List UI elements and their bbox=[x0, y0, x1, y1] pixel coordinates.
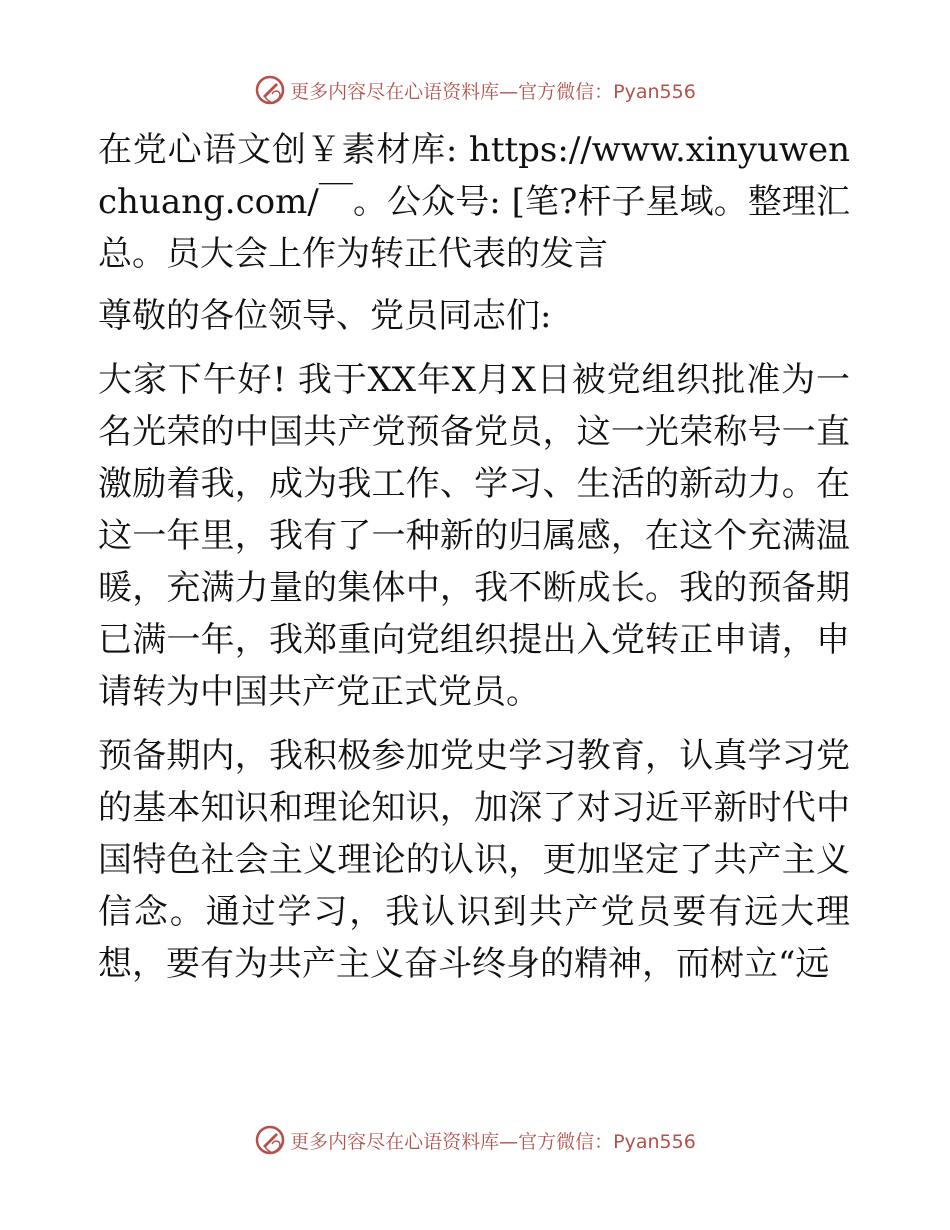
banner-text: 更多内容尽在心语资料库—官方微信：Pyan556 bbox=[290, 80, 696, 103]
footer-banner bbox=[0, 1120, 950, 1160]
paragraph-greeting: 大家下午好! 我于XX年X月X日被党组织批准为一名光荣的中国共产党预备党员，这一光荣称号一直激励着我，成为我工作、学习、生活的新动力。在这一年里，我有了一种新的归属感，在这个充满温暖，充满力量的集体中，我不断成长。我的预备期已满一年，我郑重向党组织提出入党转正申请，申请转为中国共产党正式党员。 bbox=[98, 360, 850, 712]
paragraph-intro: 在党心语文创￥素材库: https://www.xinyuwenchuang.com/￣。公众号: [笔?杆子星域。整理汇总。员大会上作为转正代表的发言 bbox=[98, 130, 850, 274]
document-body bbox=[98, 124, 850, 1002]
paragraph-salutation: 尊敬的各位领导、党员同志们: bbox=[98, 296, 552, 336]
banner-text: 更多内容尽在心语资料库—官方微信：Pyan556 bbox=[290, 1130, 696, 1153]
quill-heart-logo bbox=[254, 74, 286, 106]
header-banner bbox=[0, 70, 950, 110]
quill-heart-logo bbox=[254, 1124, 286, 1156]
paragraph-study: 预备期内，我积极参加党史学习教育，认真学习党的基本知识和理论知识，加深了对习近平新时代中国特色社会主义理论的认识，更加坚定了共产主义信念。通过学习，我认识到共产党员要有远大理想，要有为共产主义奋斗终身的精神，而树立“远 bbox=[98, 736, 850, 984]
